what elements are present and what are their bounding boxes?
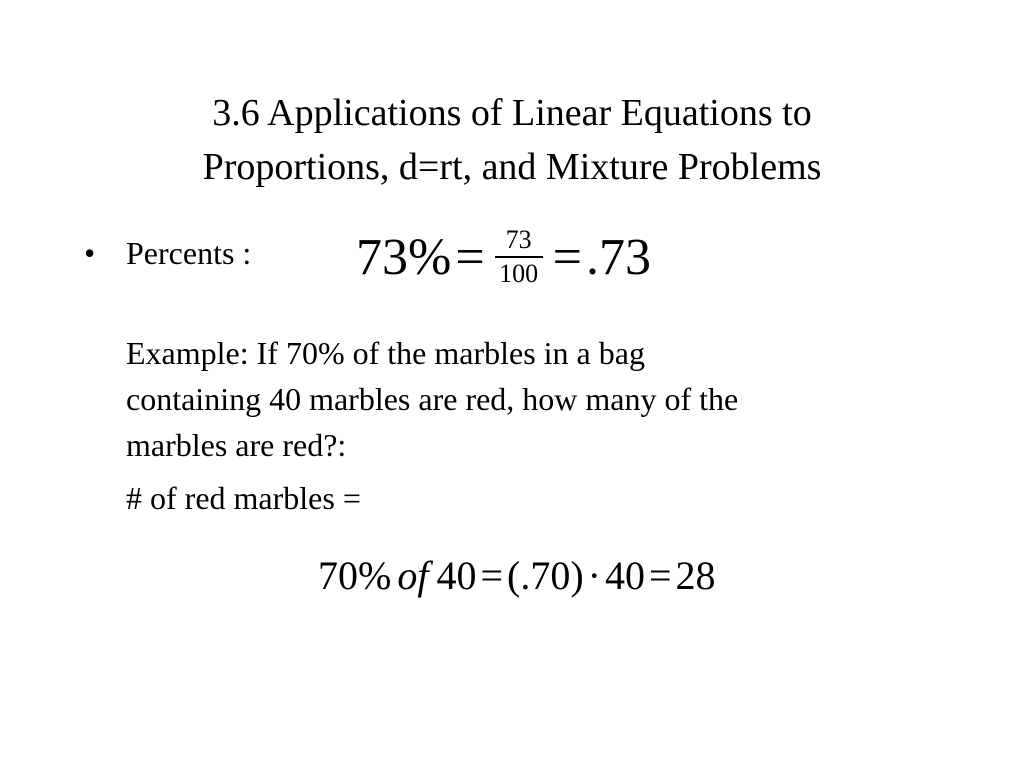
- fraction-numerator: 73: [505, 225, 532, 254]
- percent-equation: [356, 218, 651, 296]
- solution-equation: [318, 548, 716, 604]
- title-line-1: 3.6 Applications of Linear Equations to: [212, 92, 812, 134]
- equals-sign-2: =: [552, 228, 582, 286]
- title-line-2: Proportions, d=rt, and Mixture Problems: [202, 146, 822, 188]
- percent-decimal: .73: [585, 228, 651, 286]
- solution-decimal: (.70): [507, 553, 584, 598]
- solution-value: 40: [436, 553, 477, 598]
- example-text: [126, 330, 926, 468]
- equals-sign-1: =: [455, 228, 485, 286]
- solution-of: of: [397, 553, 429, 598]
- example-line-1: Example: If 70% of the marbles in a bag: [126, 335, 645, 371]
- fraction: [495, 226, 543, 288]
- bullet-point: •: [84, 235, 96, 271]
- solution-percent: 70%: [318, 553, 392, 598]
- red-marbles-label: # of red marbles =: [126, 480, 361, 516]
- solution-equals-2: =: [648, 553, 672, 598]
- solution-equals-1: =: [480, 553, 504, 598]
- fraction-bar: [495, 256, 543, 258]
- fraction-denominator: 100: [499, 259, 539, 288]
- percent-lhs: 73%: [356, 228, 452, 286]
- solution-result: 28: [675, 553, 716, 598]
- multiplication-dot: ·: [587, 553, 601, 598]
- example-line-2: containing 40 marbles are red, how many of the: [126, 381, 739, 417]
- solution-value-2: 40: [604, 553, 645, 598]
- percents-label: Percents :: [126, 235, 252, 271]
- slide-title: [0, 86, 1024, 194]
- example-line-3: marbles are red?:: [126, 427, 347, 463]
